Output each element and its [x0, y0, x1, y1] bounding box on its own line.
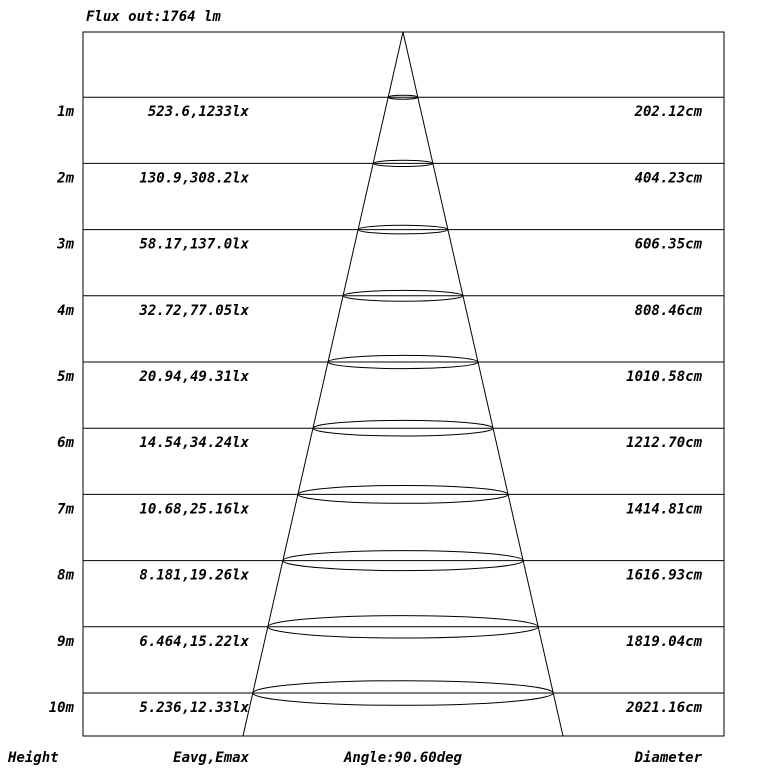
row-illuminance-label: 58.17,137.0lx	[139, 236, 249, 253]
beam-angle-label: Angle:90.60deg	[343, 750, 463, 766]
height-column-label: Height	[8, 750, 59, 766]
flux-output-label: Flux out:1764 lm	[86, 9, 221, 25]
row-illuminance-label: 20.94,49.31lx	[139, 369, 249, 385]
beam-cone-right-edge	[403, 32, 563, 736]
row-diameter-label: 1616.93cm	[626, 567, 702, 584]
row-diameter-label: 808.46cm	[634, 302, 702, 319]
row-illuminance-label: 6.464,15.22lx	[139, 633, 249, 650]
row-illuminance-label: 130.9,308.2lx	[139, 170, 249, 187]
row-diameter-label: 1212.70cm	[626, 435, 702, 452]
row-height-label: 2m	[57, 170, 74, 187]
distance-rows	[49, 95, 724, 716]
row-illuminance-label: 8.181,19.26lx	[139, 567, 249, 584]
row-diameter-label: 1819.04cm	[626, 633, 702, 650]
row-illuminance-label: 14.54,34.24lx	[139, 435, 249, 452]
beam-cone-left-edge	[243, 32, 403, 736]
row-diameter-label: 404.23cm	[634, 170, 702, 187]
row-height-label: 9m	[57, 633, 74, 650]
row-illuminance-label: 32.72,77.05lx	[139, 302, 249, 319]
row-height-label: 7m	[57, 501, 74, 518]
row-height-label: 3m	[57, 236, 74, 253]
diameter-column-label: Diameter	[634, 750, 702, 766]
row-height-label: 6m	[57, 435, 74, 452]
row-diameter-label: 606.35cm	[634, 236, 702, 253]
row-diameter-label: 1010.58cm	[626, 369, 702, 385]
row-height-label: 8m	[57, 567, 74, 584]
row-diameter-label: 202.12cm	[634, 104, 702, 121]
row-diameter-label: 2021.16cm	[626, 700, 702, 716]
row-illuminance-label: 10.68,25.16lx	[139, 501, 249, 518]
row-illuminance-label: 5.236,12.33lx	[139, 700, 249, 716]
row-height-label: 1m	[57, 104, 74, 121]
row-height-label: 4m	[57, 302, 74, 319]
row-height-label: 10m	[48, 700, 74, 716]
row-height-label: 5m	[57, 369, 74, 385]
row-diameter-label: 1414.81cm	[626, 501, 702, 518]
row-illuminance-label: 523.6,1233lx	[147, 104, 249, 121]
illuminance-column-label: Eavg,Emax	[173, 750, 249, 766]
